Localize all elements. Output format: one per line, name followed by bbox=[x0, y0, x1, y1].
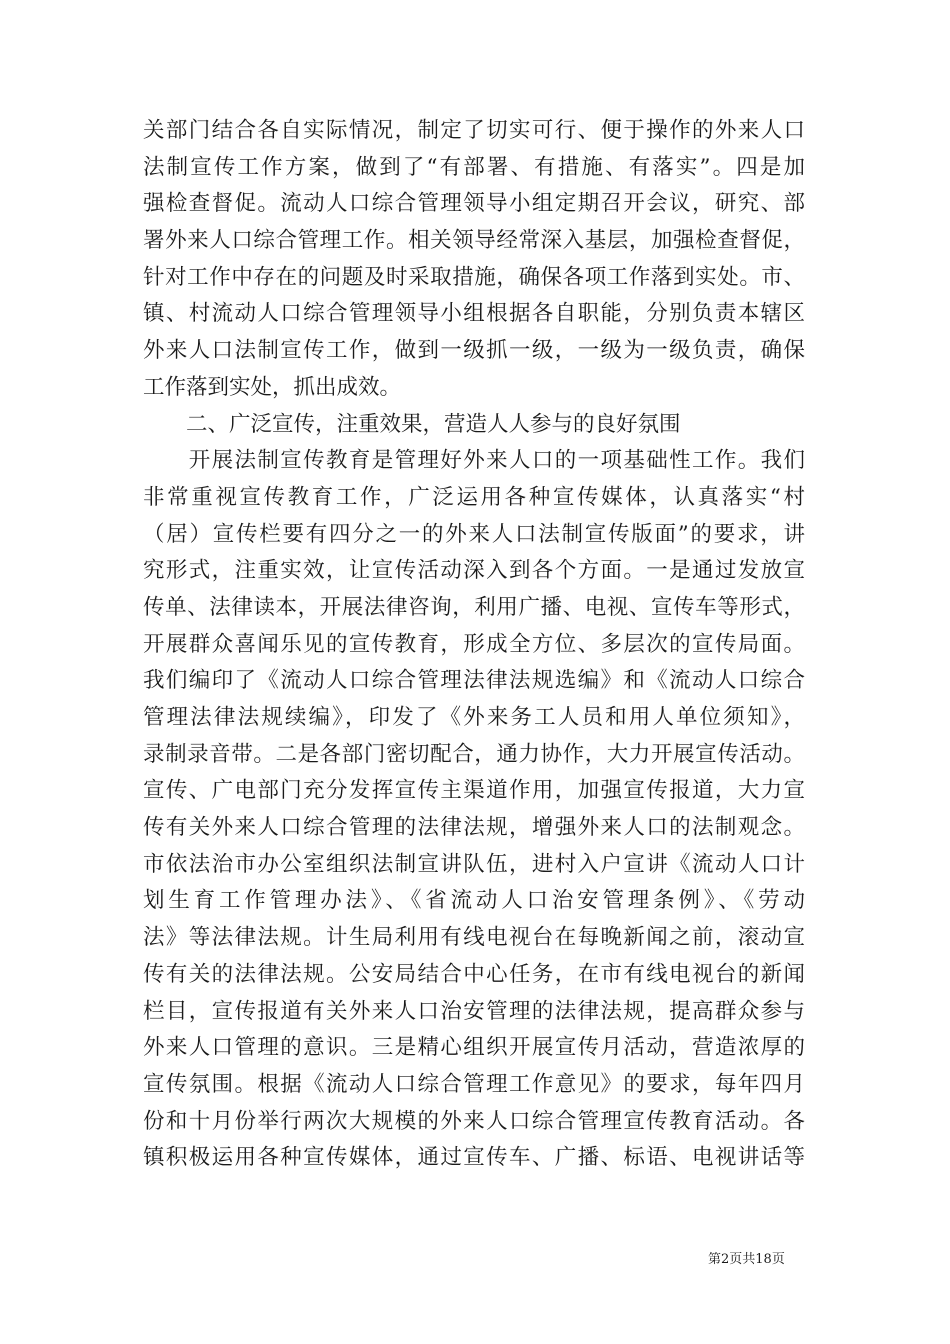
text-line: 强检查督促。流动人口综合管理领导小组定期召开会议，研究、部 bbox=[143, 191, 805, 217]
text-line: 宣传、广电部门充分发挥宣传主渠道作用，加强宣传报道，大力宣 bbox=[143, 778, 805, 804]
text-line: 传有关外来人口综合管理的法律法规，增强外来人口的法制观念。 bbox=[143, 815, 805, 841]
text-line: 开展群众喜闻乐见的宣传教育，形成全方位、多层次的宣传局面。 bbox=[143, 631, 805, 657]
text-line: 录制录音带。二是各部门密切配合，通力协作，大力开展宣传活动。 bbox=[143, 741, 805, 767]
text-line: 外来人口管理的意识。三是精心组织开展宣传月活动，营造浓厚的 bbox=[143, 1035, 805, 1061]
text-line: 法制宣传工作方案，做到了“有部署、有措施、有落实”。四是加 bbox=[143, 154, 805, 180]
page-footer: 第2页共18页 bbox=[708, 1252, 785, 1267]
text-line: 工作落到实处，抓出成效。 bbox=[143, 374, 402, 400]
text-line: （居）宣传栏要有四分之一的外来人口法制宣传版面”的要求，讲 bbox=[143, 521, 805, 547]
text-line: 法》等法律法规。计生局利用有线电视台在每晚新闻之前，滚动宣 bbox=[143, 925, 805, 951]
text-line: 栏目，宣传报道有关外来人口治安管理的法律法规，提高群众参与 bbox=[143, 998, 805, 1024]
text-line: 关部门结合各自实际情况，制定了切实可行、便于操作的外来人口 bbox=[143, 118, 805, 143]
text-line: 宣传氛围。根据《流动人口综合管理工作意见》的要求，每年四月 bbox=[143, 1071, 805, 1097]
text-line: 市依法治市办公室组织法制宣讲队伍，进村入户宣讲《流动人口计 bbox=[143, 851, 805, 877]
text-line: 传单、法律读本，开展法律咨询，利用广播、电视、宣传车等形式， bbox=[143, 594, 805, 620]
text-line: 外来人口法制宣传工作，做到一级抓一级，一级为一级负责，确保 bbox=[143, 338, 805, 364]
text-line: 份和十月份举行两次大规模的外来人口综合管理宣传教育活动。各 bbox=[143, 1108, 805, 1134]
text-line: 划生育工作管理办法》、《省流动人口治安管理条例》、《劳动 bbox=[143, 888, 805, 914]
text-line: 针对工作中存在的问题及时采取措施，确保各项工作落到实处。市、 bbox=[143, 264, 805, 290]
text-line: 署外来人口综合管理工作。相关领导经常深入基层，加强检查督促， bbox=[143, 228, 805, 254]
text-line: 开展法制宣传教育是管理好外来人口的一项基础性工作。我们 bbox=[143, 448, 805, 474]
text-line: 究形式，注重实效，让宣传活动深入到各个方面。一是通过发放宣 bbox=[143, 558, 805, 584]
text-line: 传有关的法律法规。公安局结合中心任务，在市有线电视台的新闻 bbox=[143, 961, 805, 987]
text-line: 二、广泛宣传，注重效果，营造人人参与的良好氛围 bbox=[143, 411, 681, 437]
body-text bbox=[143, 113, 805, 1177]
text-line: 非常重视宣传教育工作，广泛运用各种宣传媒体，认真落实“村 bbox=[143, 484, 805, 510]
text-line: 镇积极运用各种宣传媒体，通过宣传车、广播、标语、电视讲话等 bbox=[143, 1145, 805, 1171]
text-line: 镇、村流动人口综合管理领导小组根据各自职能，分别负责本辖区 bbox=[143, 301, 805, 327]
text-line: 我们编印了《流动人口综合管理法律法规选编》和《流动人口综合 bbox=[143, 668, 805, 694]
text-line: 管理法律法规续编》，印发了《外来务工人员和用人单位须知》， bbox=[143, 705, 805, 730]
